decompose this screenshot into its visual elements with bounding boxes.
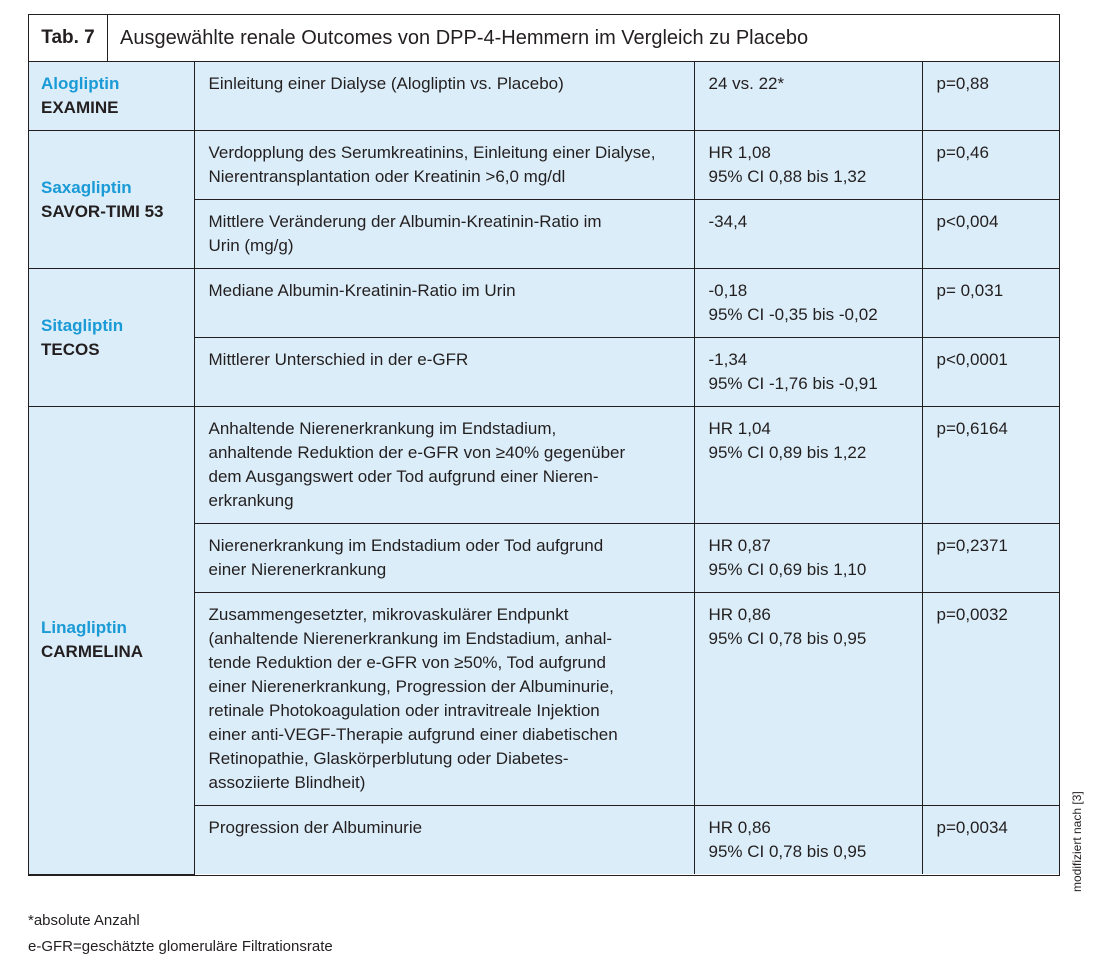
outcome-cell	[194, 131, 694, 200]
result-cell	[694, 806, 922, 875]
outcome-cell	[194, 524, 694, 593]
p-value-cell: p=0,0032	[922, 593, 1059, 806]
table-row	[29, 269, 1059, 338]
outcome-cell	[194, 407, 694, 524]
result-cell-line: 95% CI 0,78 bis 0,95	[708, 842, 867, 861]
outcome-cell-line: assoziierte Blindheit)	[208, 773, 366, 792]
drug-name: Sitagliptin	[41, 315, 124, 335]
drug-name: Linagliptin	[41, 618, 127, 638]
result-cell	[694, 524, 922, 593]
outcome-cell-line: anhaltende Reduktion der e-GFR von ≥40% gegenüber	[208, 443, 626, 462]
outcome-cell-line: Verdopplung des Serumkreatinins, Einleitung einer Dialyse,	[208, 143, 656, 162]
result-cell	[694, 593, 922, 806]
result-cell-line: HR 1,04	[708, 419, 771, 438]
p-value-cell: p=0,0034	[922, 806, 1059, 875]
p-value-cell: p=0,46	[922, 131, 1059, 200]
source-note: modifiziert nach [3]	[1070, 791, 1084, 892]
outcome-cell-line: Nierentransplantation oder Kreatinin >6,0 mg/dl	[208, 167, 566, 186]
p-value-cell: p=0,2371	[922, 524, 1059, 593]
result-cell-line: 95% CI -0,35 bis -0,02	[708, 305, 878, 324]
outcome-cell-line: tende Reduktion der e-GFR von ≥50%, Tod aufgrund	[208, 653, 606, 672]
table-row	[29, 131, 1059, 200]
p-value-cell: p=0,88	[922, 62, 1059, 131]
drug-name: Alogliptin	[41, 74, 120, 93]
outcome-cell-line: erkrankung	[208, 491, 294, 510]
outcome-cell	[194, 806, 694, 875]
result-cell	[694, 407, 922, 524]
outcome-cell-line: Mittlere Veränderung der Albumin-Kreatinin-Ratio im	[208, 212, 602, 231]
drug-name: Saxagliptin	[41, 177, 132, 197]
table-row	[29, 62, 1059, 131]
result-cell-line: 95% CI 0,69 bis 1,10	[708, 560, 867, 579]
drug-cell	[29, 131, 194, 269]
result-cell-line: -34,4	[708, 212, 748, 231]
result-cell	[694, 269, 922, 338]
study-name: TECOS	[41, 339, 100, 359]
outcome-cell-line: einer Nierenerkrankung	[208, 560, 387, 579]
table-number: Tab. 7	[29, 15, 108, 61]
outcome-cell	[194, 200, 694, 269]
table-title-row	[29, 15, 1059, 62]
result-cell-line: HR 0,86	[708, 818, 771, 837]
result-cell-line: -1,34	[708, 350, 748, 369]
result-cell-line: HR 0,87	[708, 536, 771, 555]
outcome-cell-line: Progression der Albuminurie	[208, 818, 423, 837]
outcome-cell-line: Mittlerer Unterschied in der e-GFR	[208, 350, 469, 369]
result-cell-line: -0,18	[708, 281, 748, 300]
study-name: CARMELINA	[41, 642, 143, 662]
outcome-cell-line: einer Nierenerkrankung, Progression der Albuminurie,	[208, 677, 614, 696]
study-name: EXAMINE	[41, 98, 119, 117]
outcome-cell-line: Einleitung einer Dialyse (Alogliptin vs. Placebo)	[208, 74, 564, 93]
outcome-cell-line: dem Ausgangswert oder Tod aufgrund einer Nieren-	[208, 467, 599, 486]
result-cell-line: 24 vs. 22*	[708, 74, 785, 93]
footnote-absolute: *absolute Anzahl	[28, 912, 140, 929]
result-cell	[694, 200, 922, 269]
outcome-cell	[194, 593, 694, 806]
data-table	[28, 14, 1060, 876]
outcome-cell-line: Anhaltende Nierenerkrankung im Endstadium,	[208, 419, 557, 438]
p-value-cell: p=0,6164	[922, 407, 1059, 524]
outcomes-table	[29, 62, 1059, 875]
result-cell	[694, 62, 922, 131]
result-cell-line: HR 1,08	[708, 143, 771, 162]
p-value-cell: p<0,004	[922, 200, 1059, 269]
result-cell-line: 95% CI 0,89 bis 1,22	[708, 443, 867, 462]
result-cell-line: 95% CI 0,78 bis 0,95	[708, 629, 867, 648]
drug-cell	[29, 269, 194, 407]
result-cell-line: HR 0,86	[708, 605, 771, 624]
outcome-cell	[194, 338, 694, 407]
table-row	[29, 407, 1059, 524]
result-cell	[694, 131, 922, 200]
p-value-cell: p<0,0001	[922, 338, 1059, 407]
drug-cell	[29, 407, 194, 875]
outcome-cell-line: (anhaltende Nierenerkrankung im Endstadium, anhal-	[208, 629, 613, 648]
outcome-cell-line: Mediane Albumin-Kreatinin-Ratio im Urin	[208, 281, 516, 300]
study-name: SAVOR-TIMI 53	[41, 201, 164, 221]
outcome-cell-line: Retinopathie, Glaskörperblutung oder Diabetes-	[208, 749, 569, 768]
result-cell-line: 95% CI -1,76 bis -0,91	[708, 374, 878, 393]
outcome-cell-line: retinale Photokoagulation oder intravitreale Injektion	[208, 701, 600, 720]
result-cell	[694, 338, 922, 407]
table-title: Ausgewählte renale Outcomes von DPP-4-Hemmern im Vergleich zu Placebo	[120, 26, 809, 49]
p-value-cell: p= 0,031	[922, 269, 1059, 338]
outcome-cell-line: Nierenerkrankung im Endstadium oder Tod aufgrund	[208, 536, 604, 555]
outcome-cell	[194, 62, 694, 131]
outcome-cell-line: einer anti-VEGF-Therapie aufgrund einer diabetischen	[208, 725, 618, 744]
result-cell-line: 95% CI 0,88 bis 1,32	[708, 167, 867, 186]
outcome-cell	[194, 269, 694, 338]
outcome-cell-line: Urin (mg/g)	[208, 236, 294, 255]
footnote-egfr: e-GFR=geschätzte glomeruläre Filtrationsrate	[28, 938, 333, 955]
drug-cell	[29, 62, 194, 131]
outcome-cell-line: Zusammengesetzter, mikrovaskulärer Endpunkt	[208, 605, 569, 624]
